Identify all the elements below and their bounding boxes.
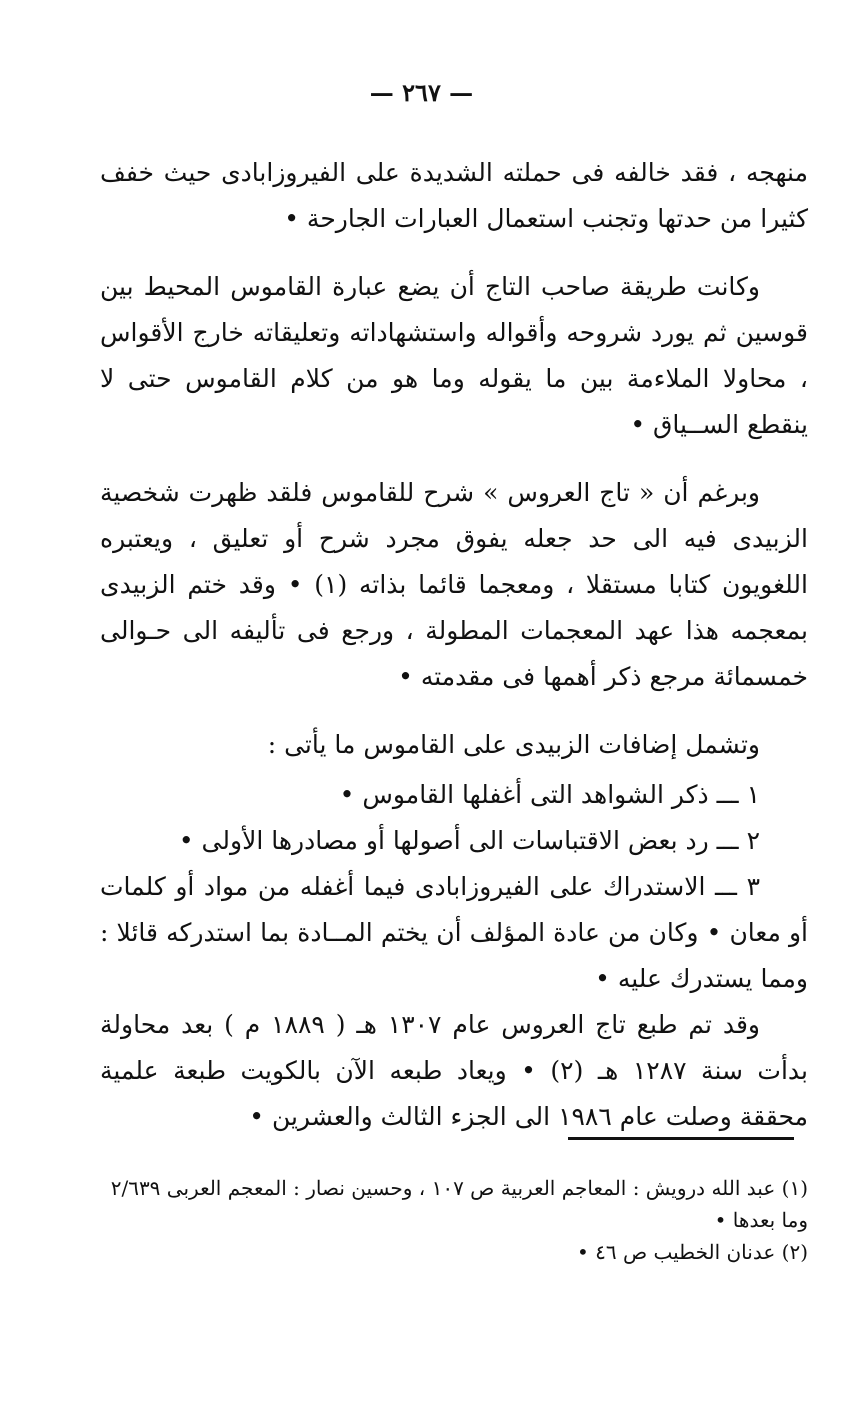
list-item: ٣ ـــ الاستدراك على الفيروزابادى فيما أغفله من مواد أو كلمات أو معان • وكان من عادة المؤلف أن يختم المــادة بما استدركه قائلا : ومما يستدرك عليه •: [100, 872, 808, 993]
list-intro: وتشمل إضافات الزبيدى على القاموس ما يأتى :: [267, 730, 760, 759]
paragraph-method: وكانت طريقة صاحب التاج أن يضع عبارة القاموس المحيط بين قوسين ثم يورد شروحه وأقواله واستشهاداته وتعليقاته خارج الأقواس ، محاولا الملاءمة بين ما يقوله وما هو من كلام القاموس حتى لا ينقطع الســياق •: [100, 272, 808, 439]
list-item: ٢ ـــ رد بعض الاقتباسات الى أصولها أو مصادرها الأولى •: [178, 826, 760, 855]
paragraph-taj-al-arus: وبرغم أن « تاج العروس » شرح للقاموس فلقد ظهرت شخصية الزبيدى فيه الى حد جعله يفوق مجرد شرح أو تعليق ، ويعتبره اللغويون كتابا مستقلا ، ومعجما قائما بذاته (١) • وقد ختم الزبيدى بمعجمه هذا عهد المعجمات المطولة ، ورجع فى تأليفه الى حـوالى خمسمائة مرجع ذكر أهمها فى مقدمته •: [100, 478, 808, 691]
paragraph-continuation: منهجه ، فقد خالفه فى حملته الشديدة على الفيروزابادى حيث خفف كثيرا من حدتها وتجنب استعمال العبارات الجارحة •: [100, 158, 808, 233]
paragraph-printing: وقد تم طبع تاج العروس عام ١٣٠٧ هـ ( ١٨٨٩ م ) بعد محاولة بدأت سنة ١٢٨٧ هـ (٢) • ويعاد طبعه الآن بالكويت طبعة علمية محققة وصلت عام ١٩٨٦ الى الجزء الثالث والعشرين •: [100, 1010, 808, 1131]
footnote-divider: [568, 1137, 794, 1140]
body-text: [100, 150, 808, 1162]
footnotes: [100, 1172, 808, 1268]
footnote-2: (٢) عدنان الخطيب ص ٤٦ •: [576, 1240, 808, 1264]
page-number: — ٢٦٧ —: [369, 78, 474, 107]
additions-list: [100, 772, 808, 1002]
list-item: ١ ـــ ذكر الشواهد التى أغفلها القاموس •: [339, 780, 760, 809]
footnote-1: (١) عبد الله درويش : المعاجم العربية ص ١٠٧ ، وحسين نصار : المعجم العربى ٢/٦٣٩ وما بعدها •: [110, 1176, 808, 1232]
